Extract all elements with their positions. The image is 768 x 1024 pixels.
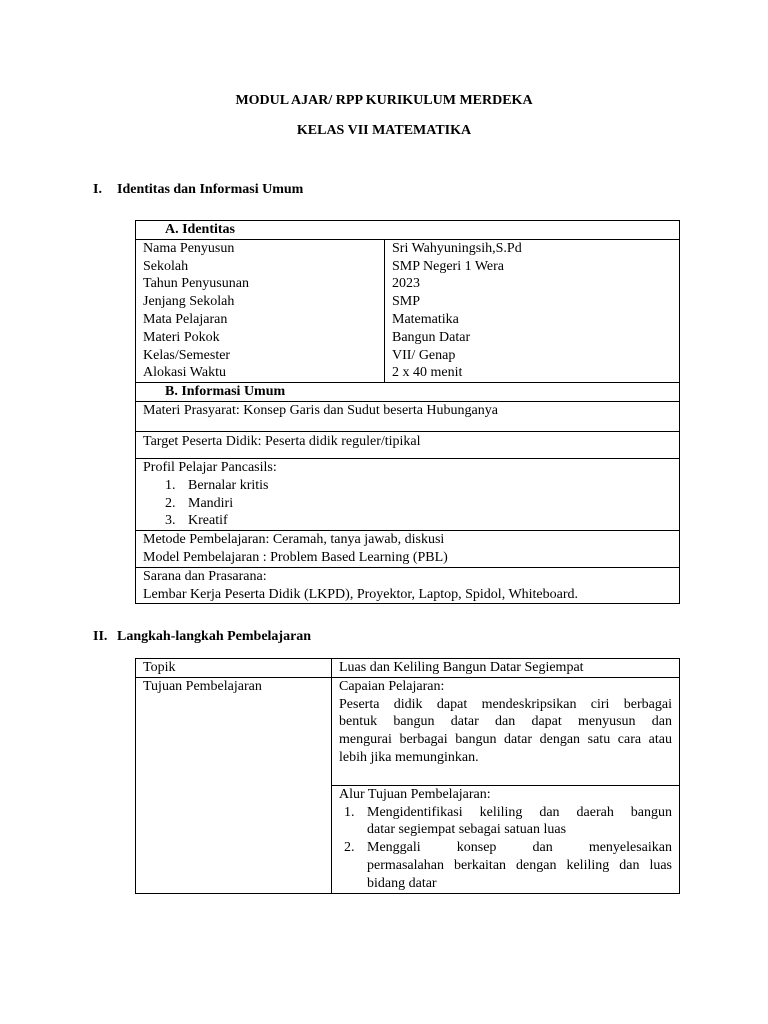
list-item: 2. Mandiri bbox=[165, 495, 234, 511]
value-jenjang-sekolah: SMP bbox=[392, 294, 421, 310]
value-materi-pokok: Bangun Datar bbox=[392, 329, 471, 345]
capaian-line: lebih jika memunginkan. bbox=[339, 749, 479, 765]
informasi-heading: B. Informasi Umum bbox=[136, 383, 680, 402]
section-title: Identitas dan Informasi Umum bbox=[117, 182, 304, 197]
section-number: II. bbox=[93, 629, 108, 644]
value-tahun-penyusunan: 2023 bbox=[392, 276, 420, 292]
identity-table bbox=[135, 220, 680, 604]
sarana-value: Lembar Kerja Peserta Didik (LKPD), Proyektor, Laptop, Spidol, Whiteboard. bbox=[143, 586, 579, 602]
learning-steps-table bbox=[135, 658, 680, 894]
section-heading-1 bbox=[93, 182, 303, 198]
identity-values bbox=[385, 239, 680, 382]
value-mata-pelajaran: Matematika bbox=[392, 311, 459, 327]
capaian-line: mengurai berbagai bangun datar dengan satu cara atau bbox=[339, 732, 672, 748]
section-number: I. bbox=[93, 182, 102, 197]
tujuan-label: Tujuan Pembelajaran bbox=[136, 677, 332, 893]
capaian-line: bentuk bangun datar dan dapat menyusun dan bbox=[339, 714, 672, 730]
profil-label: Profil Pelajar Pancasils: bbox=[143, 459, 277, 475]
label-nama-penyusun: Nama Penyusun bbox=[143, 240, 235, 256]
topik-label: Topik bbox=[136, 659, 332, 678]
value-alokasi-waktu: 2 x 40 menit bbox=[392, 365, 463, 381]
label-materi-pokok: Materi Pokok bbox=[143, 329, 220, 345]
value-kelas-semester: VII/ Genap bbox=[392, 347, 456, 363]
capaian-line: Peserta didik dapat mendeskripsikan ciri berbagai bbox=[339, 696, 672, 712]
label-tahun-penyusunan: Tahun Penyusunan bbox=[143, 276, 249, 292]
value-sekolah: SMP Negeri 1 Wera bbox=[392, 258, 505, 274]
section-heading-2 bbox=[93, 629, 311, 645]
list-item: 3. Kreatif bbox=[165, 513, 228, 529]
label-sekolah: Sekolah bbox=[143, 258, 189, 274]
capaian-pelajaran bbox=[332, 677, 680, 785]
list-item: 1. Bernalar kritis bbox=[165, 477, 269, 493]
label-jenjang-sekolah: Jenjang Sekolah bbox=[143, 294, 235, 310]
value-nama-penyusun: Sri Wahyuningsih,S.Pd bbox=[392, 240, 522, 256]
document-title: MODUL AJAR/ RPP KURIKULUM MERDEKA bbox=[235, 93, 533, 108]
materi-prasyarat: Materi Prasyarat: Konsep Garis dan Sudut beserta Hubunganya bbox=[136, 401, 680, 431]
capaian-label: Capaian Pelajaran: bbox=[339, 678, 445, 694]
label-mata-pelajaran: Mata Pelajaran bbox=[143, 311, 228, 327]
profil-pelajar bbox=[136, 458, 680, 530]
label-kelas-semester: Kelas/Semester bbox=[143, 347, 231, 363]
profil-list bbox=[143, 477, 672, 530]
alur-tujuan bbox=[332, 785, 680, 893]
identitas-heading: A. Identitas bbox=[136, 221, 680, 240]
alur-list bbox=[339, 804, 672, 893]
metode-model bbox=[136, 531, 680, 568]
sarana-label: Sarana dan Prasarana: bbox=[143, 568, 267, 584]
alur-label: Alur Tujuan Pembelajaran: bbox=[339, 786, 491, 802]
section-title: Langkah-langkah Pembelajaran bbox=[117, 629, 312, 644]
target-peserta-didik: Target Peserta Didik: Peserta didik reguler/tipikal bbox=[136, 431, 680, 458]
identity-labels bbox=[136, 239, 385, 382]
list-item: 1. Mengidentifikasi keliling dan daerah bangun datar segiempat sebagai satuan luas bbox=[344, 804, 672, 838]
metode-pembelajaran: Metode Pembelajaran: Ceramah, tanya jawab, diskusi bbox=[143, 532, 445, 548]
list-item: 2. Menggali konsep dan menyelesaikan permasalahan berkaitan dengan keliling dan luas bidang datar bbox=[344, 840, 672, 891]
label-alokasi-waktu: Alokasi Waktu bbox=[143, 365, 226, 381]
document-subtitle: KELAS VII MATEMATIKA bbox=[296, 123, 472, 138]
sarana-prasarana bbox=[136, 567, 680, 604]
model-pembelajaran: Model Pembelajaran : Problem Based Learning (PBL) bbox=[143, 549, 448, 565]
topik-value: Luas dan Keliling Bangun Datar Segiempat bbox=[332, 659, 680, 678]
